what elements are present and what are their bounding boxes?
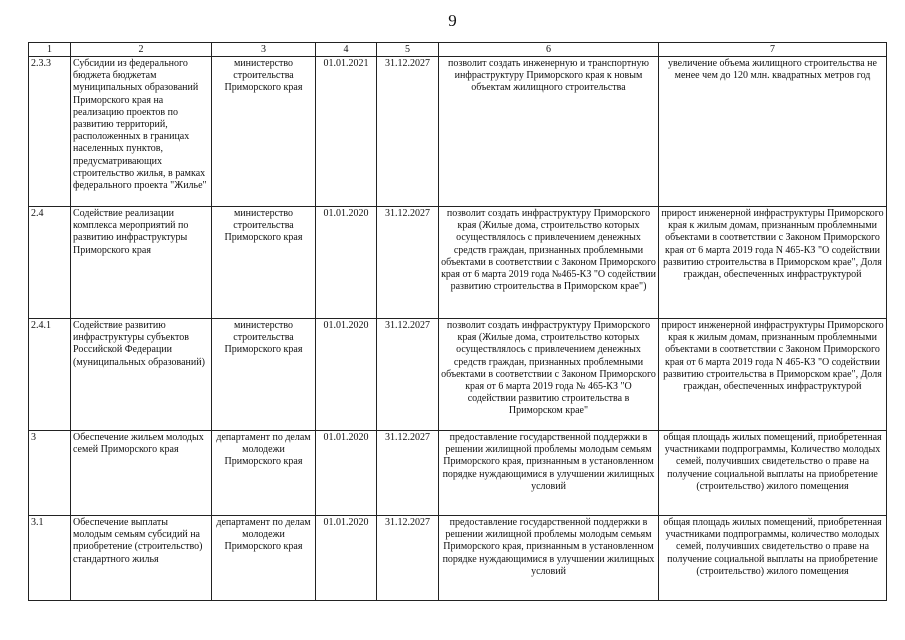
indicator: прирост инженерной инфраструктуры Приморского края к жилым домам, признанным проблемными объектами в соответствии с Законом Приморского края от 6 марта 2019 года N 465-КЗ "О содействии развитию строительства в Приморском крае", Доля граждан, обеспеченных инфраструктурой bbox=[659, 207, 887, 319]
start-date: 01.01.2020 bbox=[316, 431, 377, 516]
row-number: 2.4 bbox=[29, 207, 71, 319]
header-row bbox=[29, 43, 887, 57]
row-number: 2.3.3 bbox=[29, 57, 71, 207]
header-cell-7: 7 bbox=[659, 43, 887, 57]
header-cell-4: 4 bbox=[316, 43, 377, 57]
row-number: 3 bbox=[29, 431, 71, 516]
row-number: 3.1 bbox=[29, 516, 71, 601]
expected-result: позволит создать инженерную и транспортную инфраструктуру Приморского края к новым объектам жилищного строительства bbox=[439, 57, 659, 207]
executor: департамент по делам молодежи Приморского края bbox=[212, 431, 316, 516]
start-date: 01.01.2021 bbox=[316, 57, 377, 207]
table-row bbox=[29, 516, 887, 601]
page-number: 9 bbox=[448, 11, 457, 30]
header-cell-5: 5 bbox=[377, 43, 439, 57]
header-cell-2: 2 bbox=[71, 43, 212, 57]
expected-result: предоставление государственной поддержки в решении жилищной проблемы молодым семьям Приморского края, признанным в установленном порядке нуждающимися в улучшении жилищных условий bbox=[439, 516, 659, 601]
indicator: прирост инженерной инфраструктуры Приморского края к жилым домам, признанным проблемными объектами в соответствии с Законом Приморского края от 6 марта 2019 года N 465-КЗ "О содействии развитию строительства в Приморском крае", Доля граждан, обеспеченных инфраструктурой bbox=[659, 319, 887, 431]
executor: министерство строительства Приморского края bbox=[212, 207, 316, 319]
end-date: 31.12.2027 bbox=[377, 319, 439, 431]
expected-result: предоставление государственной поддержки в решении жилищной проблемы молодым семьям Приморского края, признанным в установленном порядке нуждающимися в улучшении жилищных условий bbox=[439, 431, 659, 516]
executor: департамент по делам молодежи Приморского края bbox=[212, 516, 316, 601]
indicator: увеличение объема жилищного строительства не менее чем до 120 млн. квадратных метров год bbox=[659, 57, 887, 207]
activity-name: Субсидии из федерального бюджета бюджетам муниципальных образований Приморского края на реализацию проектов по развитию территорий, расположенных в границах населенных пунктов, предусматривающих строительство жилья, в рамках федерального проекта "Жилье" bbox=[71, 57, 212, 207]
end-date: 31.12.2027 bbox=[377, 431, 439, 516]
end-date: 31.12.2027 bbox=[377, 516, 439, 601]
end-date: 31.12.2027 bbox=[377, 207, 439, 319]
table-row bbox=[29, 57, 887, 207]
executor: министерство строительства Приморского края bbox=[212, 319, 316, 431]
start-date: 01.01.2020 bbox=[316, 207, 377, 319]
table-row bbox=[29, 207, 887, 319]
expected-result: позволит создать инфраструктуру Приморского края (Жилые дома, строительство которых осуществлялось с привлечением денежных средств граждан, признанных проблемными объектами в соответствии с Законом Приморского края от 6 марта 2019 года № 465-КЗ "О содействии развитию строительства в Приморском крае" bbox=[439, 319, 659, 431]
row-number: 2.4.1 bbox=[29, 319, 71, 431]
activity-name: Обеспечение выплаты молодым семьям субсидий на приобретение (строительство) стандартного жилья bbox=[71, 516, 212, 601]
start-date: 01.01.2020 bbox=[316, 516, 377, 601]
program-activities-table bbox=[28, 42, 887, 601]
activity-name: Содействие реализации комплекса мероприятий по развитию инфраструктуры Приморского края bbox=[71, 207, 212, 319]
table-row bbox=[29, 319, 887, 431]
table-row bbox=[29, 431, 887, 516]
expected-result: позволит создать инфраструктуру Приморского края (Жилые дома, строительство которых осуществлялось с привлечением денежных средств граждан, признанных проблемными объектами в соответствии с Законом Приморского края от 6 марта 2019 года №465-КЗ "О содействии развитию строительства в Приморском крае") bbox=[439, 207, 659, 319]
header-cell-3: 3 bbox=[212, 43, 316, 57]
end-date: 31.12.2027 bbox=[377, 57, 439, 207]
header-cell-1: 1 bbox=[29, 43, 71, 57]
activity-name: Обеспечение жильем молодых семей Приморского края bbox=[71, 431, 212, 516]
header-cell-6: 6 bbox=[439, 43, 659, 57]
indicator: общая площадь жилых помещений, приобретенная участниками подпрограммы, Количество молодых семей, получивших свидетельство о праве на получение социальной выплаты на приобретение (строительство) жилого помещения bbox=[659, 431, 887, 516]
activity-name: Содействие развитию инфраструктуры субъектов Российской Федерации (муниципальных образований) bbox=[71, 319, 212, 431]
start-date: 01.01.2020 bbox=[316, 319, 377, 431]
executor: министерство строительства Приморского края bbox=[212, 57, 316, 207]
indicator: общая площадь жилых помещений, приобретенная участниками подпрограммы, количество молодых семей, получивших свидетельство о праве на получение социальной выплаты на приобретение (строительство) жилого помещения bbox=[659, 516, 887, 601]
